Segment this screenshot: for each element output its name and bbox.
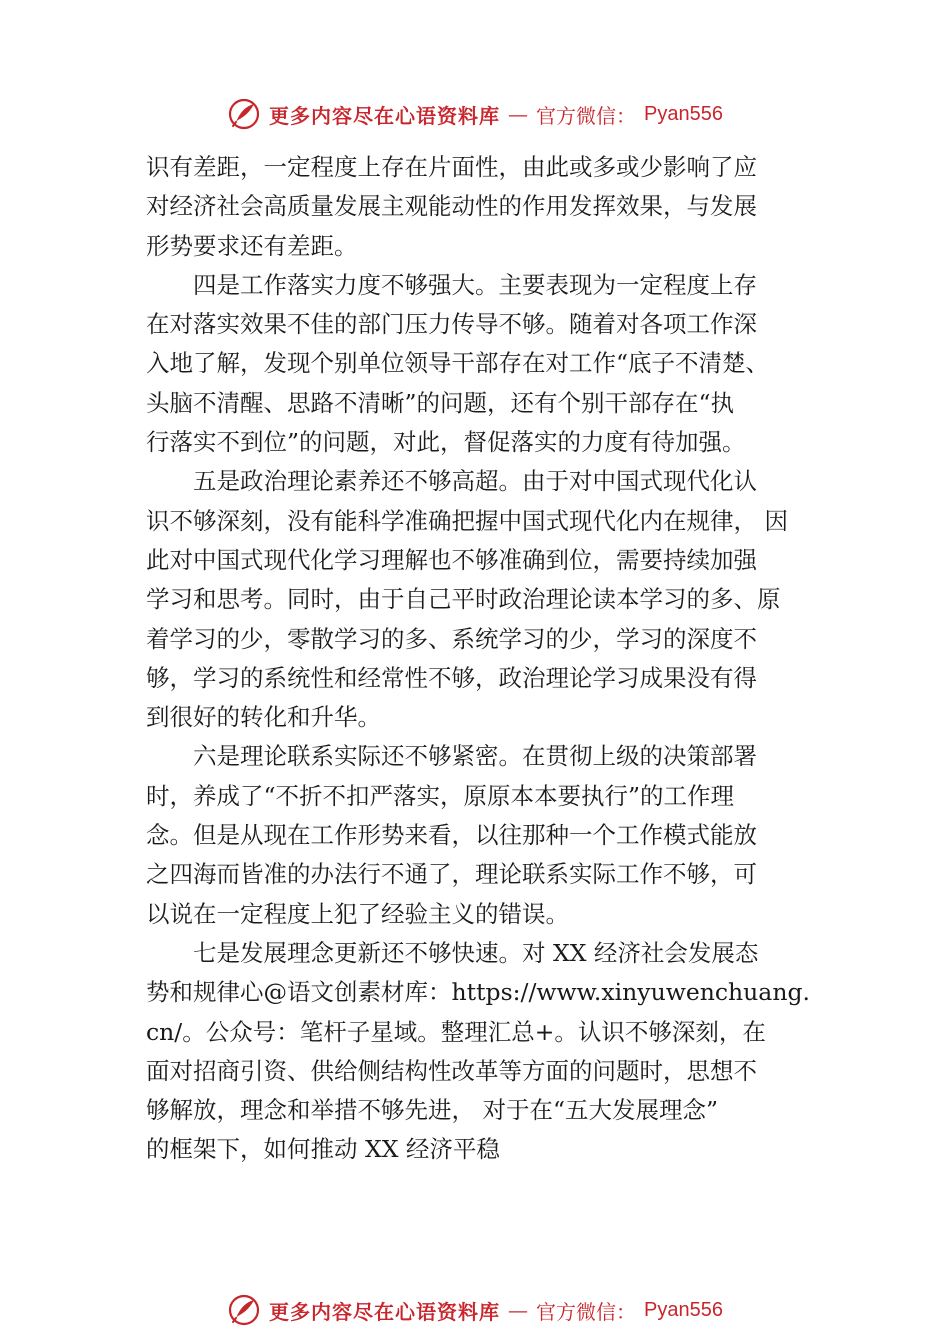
body-text-line: 六是理论联系实际还不够紧密。在贯彻上级的决策部署 xyxy=(193,742,757,771)
body-text-line: 此对中国式现代化学习理解也不够准确到位，需要持续加强 xyxy=(146,545,757,574)
body-text-line: 对经济社会高质量发展主观能动性的作用发挥效果，与发展 xyxy=(146,192,757,221)
body-text-line: 势和规律心@语文创素材库：https://www.xinyuwenchuang. xyxy=(146,978,810,1007)
body-text-line: 识不够深刻，没有能科学准确把握中国式现代化内在规律， 因 xyxy=(146,506,788,535)
body-text-line: 到很好的转化和升华。 xyxy=(146,703,381,732)
wechat-id: Pyan556 xyxy=(644,102,723,125)
body-text-line: 行落实不到位”的问题，对此，督促落实的力度有待加强。 xyxy=(146,428,746,457)
feather-pen-logo-icon xyxy=(227,1293,261,1327)
body-text-line: 以说在一定程度上犯了经验主义的错误。 xyxy=(146,899,569,928)
body-text-line: 的框架下，如何推动 XX 经济平稳 xyxy=(146,1135,500,1164)
wechat-label: 官方微信： xyxy=(536,103,637,128)
body-text-line: 形势要求还有差距。 xyxy=(146,231,358,260)
wechat-id: Pyan556 xyxy=(644,1298,723,1321)
body-text-line: 入地了解，发现个别单位领导干部存在对工作“底子不清楚、 xyxy=(146,349,770,378)
body-text-line: 头脑不清醒、思路不清晰”的问题，还有个别干部存在“执 xyxy=(146,388,735,417)
body-text-line: 着学习的少，零散学习的多、系统学习的少，学习的深度不 xyxy=(146,624,757,653)
body-text-line: 够，学习的系统性和经常性不够，政治理论学习成果没有得 xyxy=(146,663,757,692)
header-separator: — xyxy=(508,102,529,126)
body-text-line: 时，养成了“不折不扣严落实，原原本本要执行”的工作理 xyxy=(146,781,735,810)
body-text-line: 五是政治理论素养还不够高超。由于对中国式现代化认 xyxy=(193,467,757,496)
body-text-line: 面对招商引资、供给侧结构性改革等方面的问题时，思想不 xyxy=(146,1056,757,1085)
body-text-line: 学习和思考。同时，由于自己平时政治理论读本学习的多、原 xyxy=(146,585,781,614)
body-text-line: 四是工作落实力度不够强大。主要表现为一定程度上存 xyxy=(193,270,757,299)
body-text-line: 够解放，理念和举措不够先进， 对于在“五大发展理念” xyxy=(146,1096,718,1125)
body-text-line: cn/。公众号：笔杆子星域。整理汇总+。认识不够深刻，在 xyxy=(146,1017,766,1046)
feather-pen-logo-icon xyxy=(227,97,261,131)
document-body xyxy=(146,148,810,1170)
site-promo-text: 更多内容尽在心语资料库 xyxy=(269,1299,501,1324)
site-promo-text: 更多内容尽在心语资料库 xyxy=(269,103,501,128)
body-text-line: 识有差距，一定程度上存在片面性，由此或多或少影响了应 xyxy=(146,153,757,181)
footer-separator: — xyxy=(508,1298,529,1322)
body-text-line: 之四海而皆准的办法行不通了，理论联系实际工作不够，可 xyxy=(146,860,757,889)
body-text-line: 念。但是从现在工作形势来看，以往那种一个工作模式能放 xyxy=(146,821,757,850)
body-text-line: 七是发展理念更新还不够快速。对 XX 经济社会发展态 xyxy=(193,938,759,967)
header-banner xyxy=(0,92,950,136)
footer-banner xyxy=(0,1288,950,1332)
body-text-line: 在对落实效果不佳的部门压力传导不够。随着对各项工作深 xyxy=(146,310,757,339)
wechat-label: 官方微信： xyxy=(536,1299,637,1324)
